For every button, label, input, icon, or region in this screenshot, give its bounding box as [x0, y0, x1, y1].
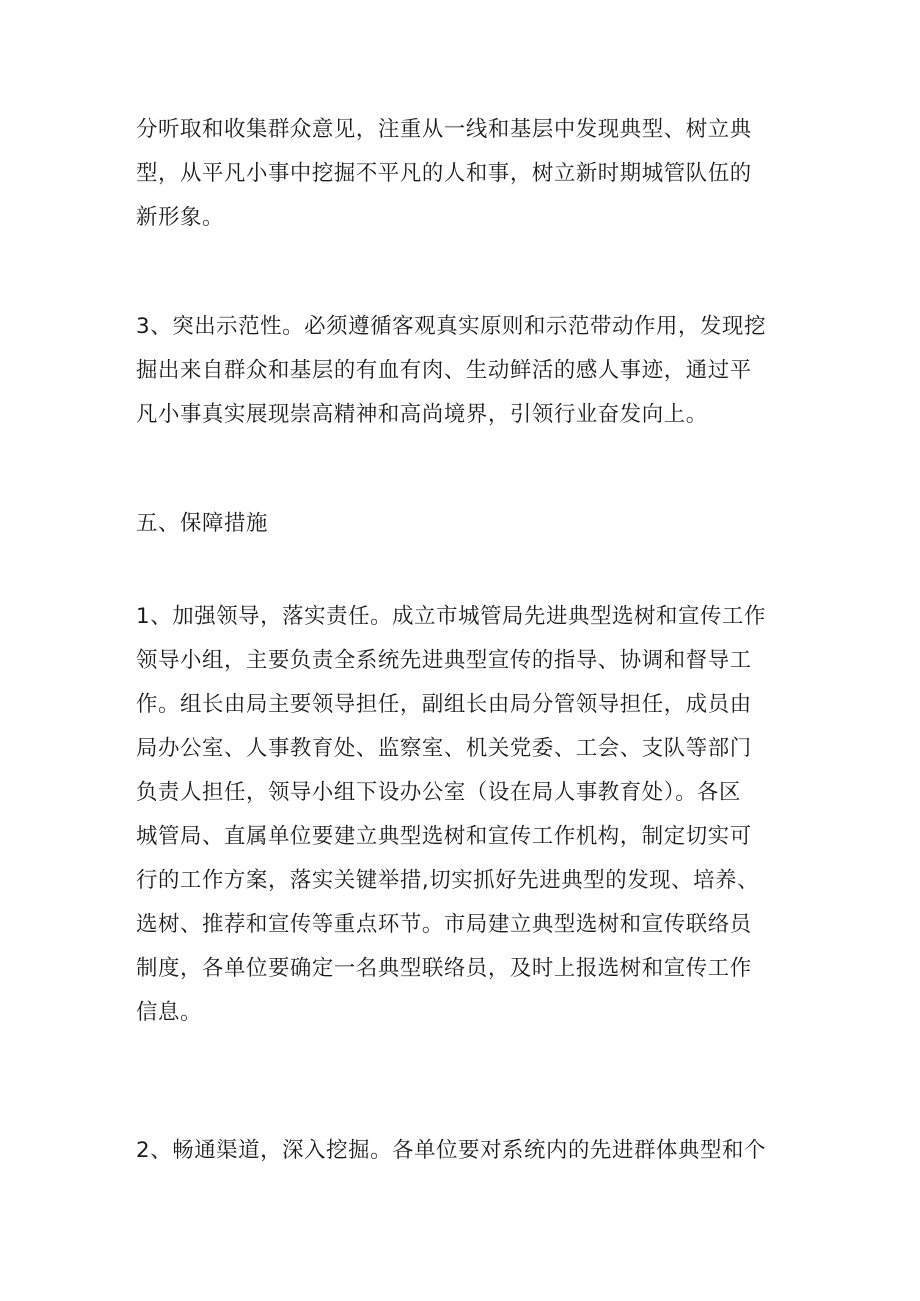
heading-text: 五、保障措施 — [136, 511, 268, 536]
text-line: 凡小事真实展现崇高精神和高尚境界，引领行业奋发向上。 — [136, 402, 708, 427]
text-line: 3、突出示范性。必须遵循客观真实原则和示范带动作用，发现挖 — [136, 314, 766, 339]
paragraph-1 — [136, 108, 796, 240]
text-line: 型，从平凡小事中挖掘不平凡的人和事，树立新时期城管队伍的 — [136, 161, 752, 186]
paragraph-4 — [136, 595, 796, 1035]
text-line: 信息。 — [136, 1000, 202, 1025]
text-line: 制度，各单位要确定一名典型联络员，及时上报选树和宣传工作 — [136, 956, 752, 981]
text-line: 城管局、直属单位要建立典型选树和宣传工作机构，制定切实可 — [136, 824, 752, 849]
text-line: 新形象。 — [136, 205, 224, 230]
text-line: 掘出来自群众和基层的有血有肉、生动鲜活的感人事迹，通过平 — [136, 358, 752, 383]
paragraph-5 — [136, 1129, 796, 1173]
text-line: 1、加强领导，落实责任。成立市城管局先进典型选树和宣传工作 — [136, 604, 766, 629]
text-line: 2、畅通渠道，深入挖掘。各单位要对系统内的先进群体典型和个 — [136, 1138, 766, 1163]
text-line: 分听取和收集群众意见，注重从一线和基层中发现典型、树立典 — [136, 117, 752, 142]
text-line: 作。组长由局主要领导担任，副组长由局分管领导担任，成员由 — [136, 692, 752, 717]
text-line: 局办公室、人事教育处、监察室、机关党委、工会、支队等部门 — [136, 736, 752, 761]
text-line: 行的工作方案，落实关键举措,切实抓好先进典型的发现、培养、 — [136, 868, 760, 893]
paragraph-2 — [136, 305, 796, 437]
text-line: 负责人担任，领导小组下设办公室（设在局人事教育处）。各区 — [136, 780, 742, 805]
text-line: 选树、推荐和宣传等重点环节。市局建立典型选树和宣传联络员 — [136, 912, 752, 937]
text-line: 领导小组，主要负责全系统先进典型宣传的指导、协调和督导工 — [136, 648, 752, 673]
section-heading — [136, 502, 796, 546]
